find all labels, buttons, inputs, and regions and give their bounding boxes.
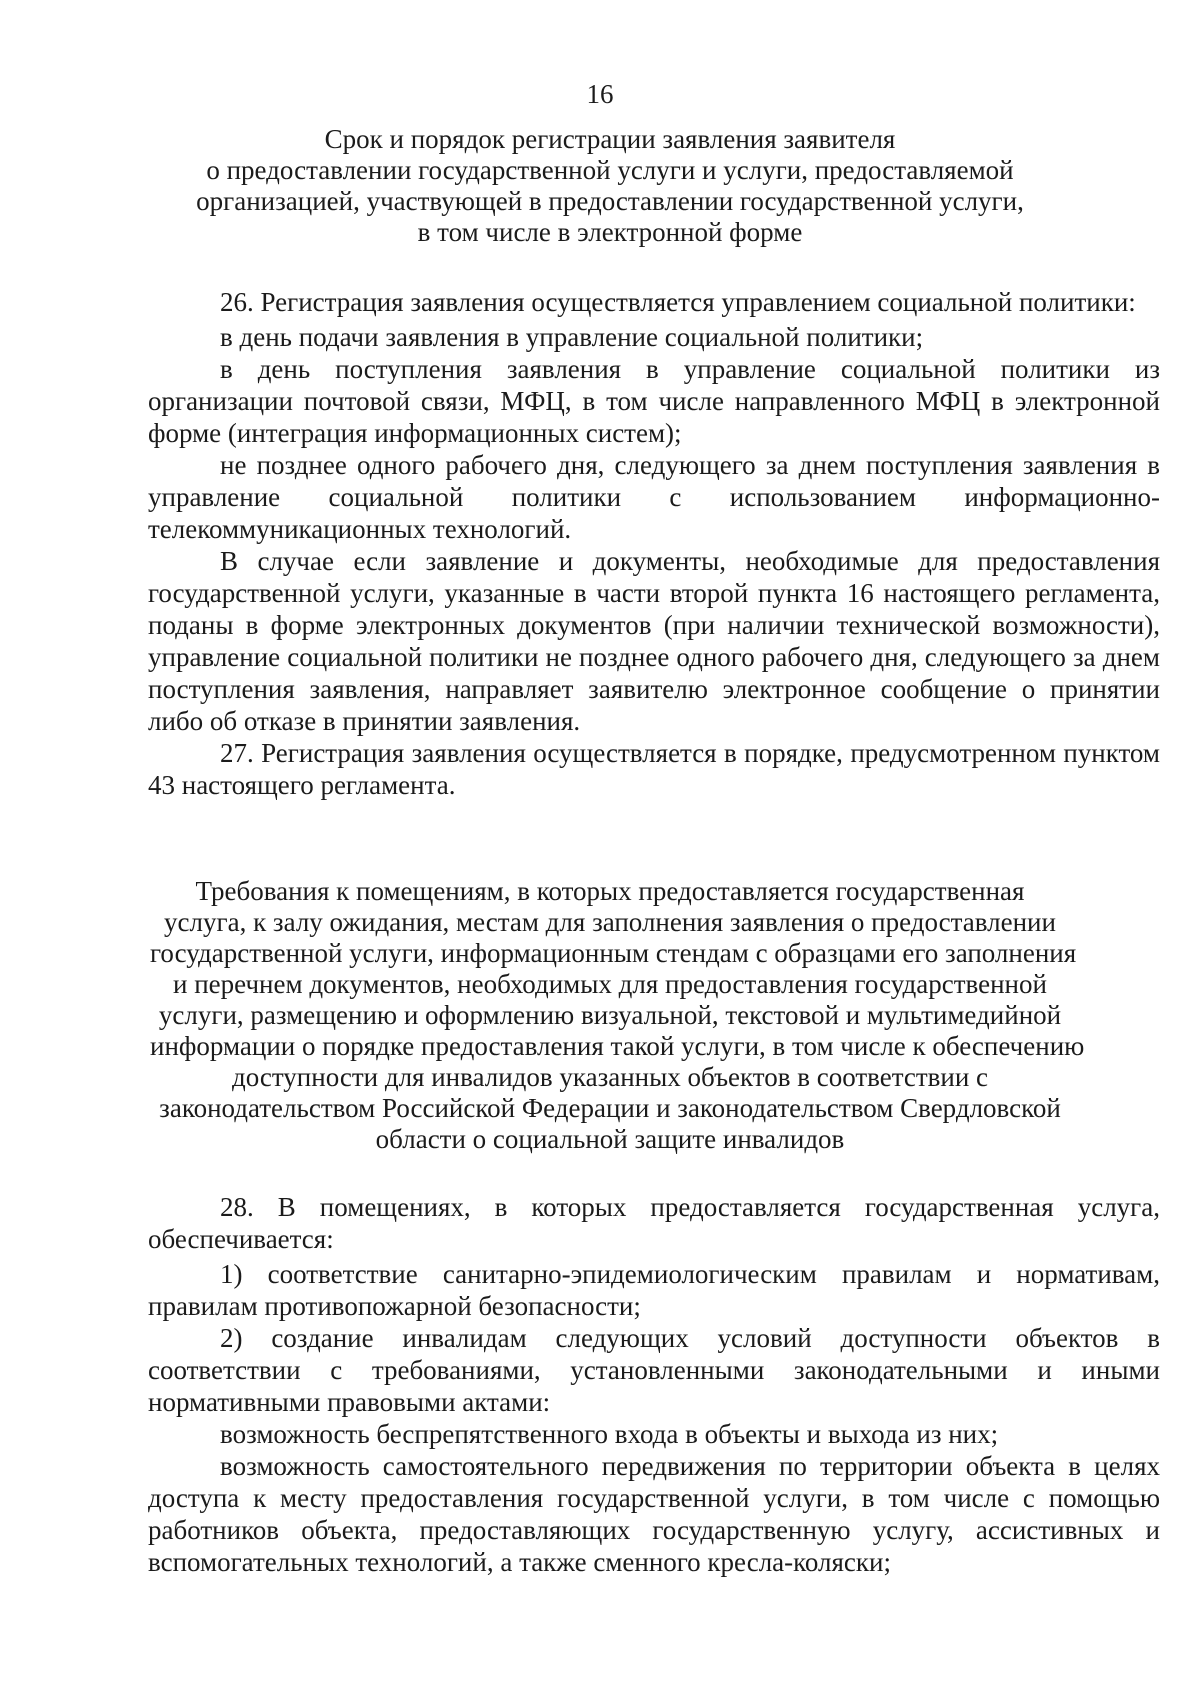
heading-line: информации о порядке предоставления такой услуги, в том числе к обеспечению [150,1031,1085,1061]
page-number: 16 [586,79,614,109]
paragraph: возможность беспрепятственного входа в объекты и выхода из них; [220,1419,999,1449]
section-body-premises [148,1191,1160,1578]
heading-line: и перечнем документов, необходимых для предоставления государственной [173,969,1047,999]
paragraph: В случае если заявление и документы, необходимые для предоставления государственной услуги, указанные в части второй пункта 16 настоящего регламента, поданы в форме электронных документов (при наличии технической возможности), управление социальной политики не позднее одного рабочего дня, следующего за днем поступления заявления, направляет заявителю электронное сообщение о принятии либо об отказе в принятии заявления. [148,546,1160,736]
section-heading-registration [150,124,1070,248]
heading-line: организацией, участвующей в предоставлении государственной услуги, [196,186,1024,216]
heading-line: о предоставлении государственной услуги и услуги, предоставляемой [206,155,1014,185]
section-heading-premises [150,876,1085,1155]
heading-line: законодательством Российской Федерации и законодательством Свердловской [159,1093,1061,1123]
paragraph: в день подачи заявления в управление социальной политики; [220,322,924,352]
section-body-registration [148,286,1160,801]
heading-line: области о социальной защите инвалидов [375,1124,845,1154]
paragraph: возможность самостоятельного передвижения по территории объекта в целях доступа к месту предоставления государственной услуги, в том числе с помощью работников объекта, предоставляющих государственную услугу, ассистивных и вспомогательных технологий, а также сменного кресла-коляски; [148,1451,1160,1577]
list-item: 1) соответствие санитарно-эпидемиологическим правилам и нормативам, правилам противопожарной безопасности; [148,1259,1160,1321]
paragraph-27: 27. Регистрация заявления осуществляется в порядке, предусмотренном пунктом 43 настоящего регламента. [148,738,1160,800]
paragraph: в день поступления заявления в управление социальной политики из организации почтовой связи, МФЦ, в том числе направленного МФЦ в электронной форме (интеграция информационных систем); [148,354,1160,448]
heading-line: в том числе в электронной форме [417,217,803,247]
paragraph: не позднее одного рабочего дня, следующего за днем поступления заявления в управление социальной политики с использованием информационно-телекоммуникационных технологий. [148,450,1160,544]
heading-line: Требования к помещениям, в которых предоставляется государственная [195,876,1025,906]
heading-line: услуга, к залу ожидания, местам для заполнения заявления о предоставлении [164,907,1056,937]
heading-line: государственной услуги, информационным стендам с образцами его заполнения [150,938,1077,968]
list-item: 2) создание инвалидам следующих условий доступности объектов в соответствии с требованиями, установленными законодательными и иными нормативными правовыми актами: [148,1323,1160,1417]
paragraph-28: 28. В помещениях, в которых предоставляется государственная услуга, обеспечивается: [148,1192,1160,1254]
heading-line: Срок и порядок регистрации заявления заявителя [324,124,896,154]
heading-line: доступности для инвалидов указанных объектов в соответствии с [231,1062,989,1092]
paragraph-26: 26. Регистрация заявления осуществляется управлением социальной политики: [220,287,1136,317]
heading-line: услуги, размещению и оформлению визуальной, текстовой и мультимедийной [158,1000,1062,1030]
